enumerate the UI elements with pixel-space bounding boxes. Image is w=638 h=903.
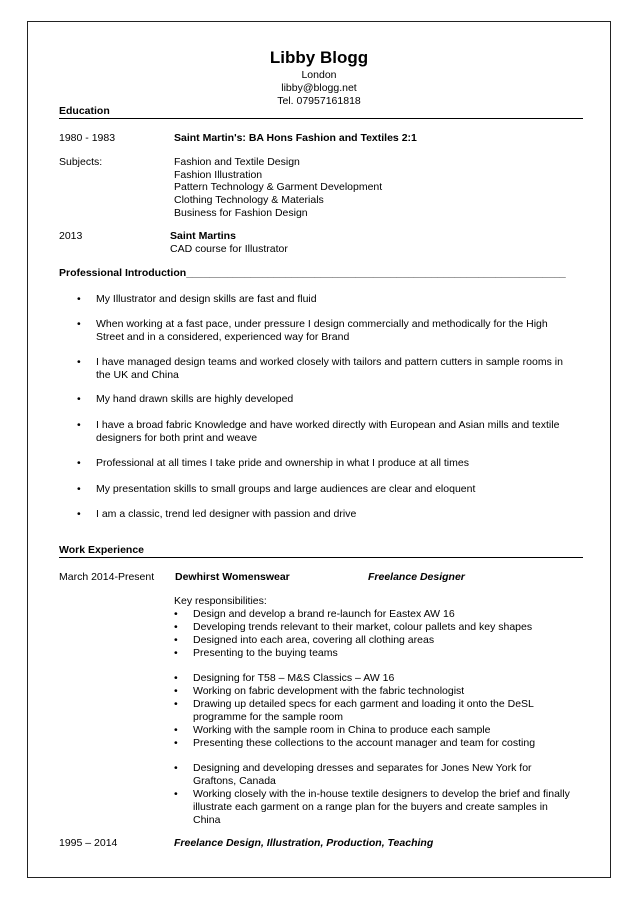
subject-item: Pattern Technology & Garment Development [174,181,383,193]
intro-bullet-text: Street and in a considered, experienced way for Brand [96,331,350,343]
job-bullet-text: Designed into each area, covering all clothing areas [193,634,435,646]
intro-bullet-text: My hand drawn skills are highly developed [96,393,294,405]
education-school: Saint Martin's: BA Hons Fashion and Textiles 2:1 [174,132,417,144]
intro-heading: Professional Introduction_________________________________________________________________ [59,267,566,279]
bullet-marker: • [77,419,81,431]
intro-bullet-text: My presentation skills to small groups and large audiences are clear and eloquent [96,483,476,495]
job-bullet-text: Designing and developing dresses and separates for Jones New York for [193,762,532,774]
bullet-marker: • [77,318,81,330]
job-date: 1995 – 2014 [59,837,118,849]
subjects-label: Subjects: [59,156,103,168]
job-bullet-text: Working on fabric development with the fabric technologist [193,685,465,697]
intro-bullet-text: designers for both print and weave [96,432,258,444]
intro-bullet-text: the UK and China [96,369,179,381]
job-date: March 2014-Present [59,571,155,583]
job-bullet-text: China [193,814,221,826]
job-role: Freelance Designer [368,571,465,583]
intro-bullet-text: I have a broad fabric Knowledge and have worked directly with European and Asian mills and textile [96,419,560,431]
location-text: London [301,69,337,81]
page-border [27,21,611,878]
intro-bullet-text: Professional at all times I take pride and ownership in what I produce at all times [96,457,469,469]
work-rule [59,557,583,558]
work-heading: Work Experience [59,544,145,556]
bullet-marker: • [77,356,81,368]
education-rule [59,118,583,119]
bullet-marker: • [174,634,178,646]
email-text: libby@blogg.net [281,82,357,94]
education-heading: Education [59,105,110,117]
job-bullet-text: Working closely with the in-house textile designers to develop the brief and finally [193,788,570,800]
job-bullet-text: Design and develop a brand re-launch for Eastex AW 16 [193,608,455,620]
bullet-marker: • [174,672,178,684]
job-bullet-text: Presenting to the buying teams [193,647,338,659]
bullet-marker: • [174,724,178,736]
bullet-marker: • [77,483,81,495]
job-bullet-text: Working with the sample room in China to produce each sample [193,724,491,736]
bullet-marker: • [174,621,178,633]
bullet-marker: • [174,698,178,710]
bullet-marker: • [174,762,178,774]
bullet-marker: • [174,685,178,697]
subject-item: Business for Fashion Design [174,207,308,219]
intro-bullet-text: When working at a fast pace, under pressure I design commercially and methodically for the High [96,318,548,330]
job-title: Freelance Design, Illustration, Production, Teaching [174,837,434,849]
bullet-marker: • [77,293,81,305]
bullet-marker: • [174,788,178,800]
education-date: 2013 [59,230,83,242]
education-school: Saint Martins [170,230,236,242]
resume-name: Libby Blogg [269,48,369,67]
bullet-marker: • [77,457,81,469]
subject-item: Fashion Illustration [174,169,263,181]
job-bullet-text: Designing for T58 – M&S Classics – AW 16 [193,672,395,684]
job-bullet-text: Drawing up detailed specs for each garment and loading it onto the DeSL [193,698,534,710]
job-company: Dewhirst Womenswear [175,571,290,583]
bullet-marker: • [174,737,178,749]
intro-bullet-text: I have managed design teams and worked closely with tailors and pattern cutters in sample rooms in [96,356,563,368]
intro-bullet-text: My Illustrator and design skills are fast and fluid [96,293,317,305]
job-bullet-text: programme for the sample room [193,711,343,723]
job-bullet-text: Presenting these collections to the account manager and team for costing [193,737,536,749]
job-bullet-text: Graftons, Canada [193,775,276,787]
subject-item: Clothing Technology & Materials [174,194,324,206]
phone-text: Tel. 07957161818 [277,95,361,107]
job-bullet-text: illustrate each garment on a range plan for the buyers and create samples in [193,801,548,813]
education-course: CAD course for Illustrator [170,243,288,255]
bullet-marker: • [77,393,81,405]
bullet-marker: • [174,647,178,659]
job-bullet-text: Developing trends relevant to their market, colour pallets and key shapes [193,621,533,633]
subject-item: Fashion and Textile Design [174,156,300,168]
education-date: 1980 - 1983 [59,132,116,144]
bullet-marker: • [77,508,81,520]
intro-bullet-text: I am a classic, trend led designer with passion and drive [96,508,357,520]
bullet-marker: • [174,608,178,620]
responsibilities-label: Key responsibilities: [174,595,267,607]
